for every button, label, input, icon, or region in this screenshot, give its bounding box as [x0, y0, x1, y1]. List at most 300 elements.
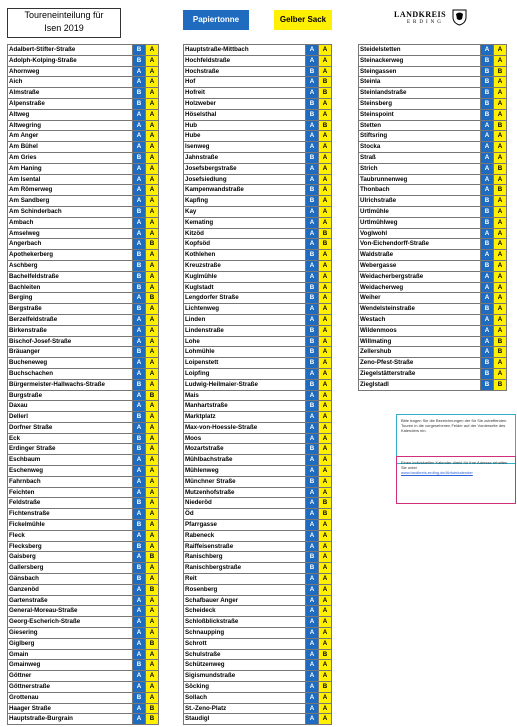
papiertonne-tour: A	[132, 67, 145, 77]
papiertonne-tour: A	[480, 283, 493, 293]
table-row	[7, 239, 159, 250]
gelber-sack-tour: A	[145, 358, 159, 368]
street-name: Flecksberg	[7, 542, 132, 552]
street-name: Daxau	[7, 401, 132, 411]
table-row	[183, 423, 332, 434]
gelber-sack-tour: A	[145, 563, 159, 573]
table-row	[7, 531, 159, 542]
gelber-sack-tour: A	[318, 131, 332, 141]
gelber-sack-tour: A	[318, 218, 332, 228]
gelber-sack-tour: A	[318, 110, 332, 120]
table-row	[183, 455, 332, 466]
table-row	[183, 347, 332, 358]
table-row	[7, 77, 159, 88]
papiertonne-tour: A	[132, 185, 145, 195]
street-name: Steinackerweg	[358, 56, 480, 66]
papiertonne-tour: B	[305, 185, 318, 195]
table-row	[183, 401, 332, 412]
papiertonne-tour: B	[480, 304, 493, 314]
gelber-sack-tour: A	[318, 488, 332, 498]
street-name: Buchschachen	[7, 369, 132, 379]
papiertonne-tour: B	[305, 196, 318, 206]
papiertonne-tour: A	[305, 434, 318, 444]
table-row	[7, 660, 159, 671]
street-name: Stetten	[358, 121, 480, 131]
table-row	[183, 714, 332, 725]
table-row	[183, 412, 332, 423]
street-name: Münchner Straße	[183, 477, 305, 487]
gelber-sack-tour: A	[145, 272, 159, 282]
gelber-sack-tour: A	[318, 531, 332, 541]
gelber-sack-label: Gelber Sack	[274, 10, 332, 30]
table-row	[358, 121, 507, 132]
papiertonne-tour: A	[305, 164, 318, 174]
table-row	[183, 88, 332, 99]
papiertonne-tour: A	[480, 347, 493, 357]
papiertonne-tour: A	[305, 207, 318, 217]
street-name: Kothlehen	[183, 250, 305, 260]
papiertonne-tour: B	[132, 563, 145, 573]
table-row	[358, 272, 507, 283]
street-name: Mühlenweg	[183, 466, 305, 476]
street-name: Steinsberg	[358, 99, 480, 109]
gelber-sack-tour: A	[145, 671, 159, 681]
gelber-sack-tour: A	[318, 714, 332, 724]
papiertonne-tour: A	[132, 682, 145, 692]
calendar-link[interactable]: www.landkreis-erding.de/Abfuhrkalender	[401, 470, 473, 475]
gelber-sack-tour: A	[318, 261, 332, 271]
logo-line-1: LANDKREIS	[394, 10, 447, 19]
papiertonne-tour: B	[132, 444, 145, 454]
street-name: Raiffeisenstraße	[183, 542, 305, 552]
table-row	[7, 477, 159, 488]
table-row	[7, 596, 159, 607]
gelber-sack-tour: A	[318, 704, 332, 714]
street-name: Scheideck	[183, 606, 305, 616]
gelber-sack-tour: A	[145, 617, 159, 627]
papiertonne-tour: A	[305, 671, 318, 681]
street-name: Gallersberg	[7, 563, 132, 573]
street-name: Schloßblickstraße	[183, 617, 305, 627]
papiertonne-tour: A	[132, 391, 145, 401]
street-name: Hof	[183, 77, 305, 87]
papiertonne-tour: A	[305, 142, 318, 152]
street-name: Isenweg	[183, 142, 305, 152]
table-row	[183, 369, 332, 380]
gelber-sack-tour: A	[145, 45, 159, 55]
gelber-sack-tour: A	[493, 99, 507, 109]
gelber-sack-tour: A	[493, 88, 507, 98]
papiertonne-tour: A	[132, 423, 145, 433]
gelber-sack-tour: A	[145, 498, 159, 508]
papiertonne-tour: B	[132, 261, 145, 271]
gelber-sack-tour: B	[145, 639, 159, 649]
gelber-sack-tour: B	[318, 509, 332, 519]
table-row	[7, 509, 159, 520]
papiertonne-tour: A	[132, 639, 145, 649]
papiertonne-tour: A	[132, 121, 145, 131]
papiertonne-tour: A	[480, 326, 493, 336]
gelber-sack-tour: A	[145, 142, 159, 152]
table-row	[183, 239, 332, 250]
papiertonne-tour: B	[480, 358, 493, 368]
papiertonne-tour: A	[305, 315, 318, 325]
table-row	[183, 196, 332, 207]
papiertonne-tour: A	[132, 704, 145, 714]
papiertonne-tour: B	[132, 304, 145, 314]
papiertonne-tour: A	[480, 185, 493, 195]
street-name: Wendelsteinstraße	[358, 304, 480, 314]
street-name: Mühlbachstraße	[183, 455, 305, 465]
street-name: Westach	[358, 315, 480, 325]
gelber-sack-tour: A	[318, 196, 332, 206]
papiertonne-tour: A	[305, 412, 318, 422]
table-row	[358, 196, 507, 207]
gelber-sack-tour: A	[493, 315, 507, 325]
street-name: Hauptstraße-Burgrain	[7, 714, 132, 724]
papiertonne-tour: B	[305, 380, 318, 390]
street-name: Weiher	[358, 293, 480, 303]
gelber-sack-tour: A	[493, 153, 507, 163]
table-row	[7, 498, 159, 509]
gelber-sack-tour: A	[145, 110, 159, 120]
gelber-sack-tour: A	[318, 358, 332, 368]
gelber-sack-tour: B	[493, 347, 507, 357]
papiertonne-tour: A	[480, 315, 493, 325]
gelber-sack-tour: A	[318, 660, 332, 670]
table-row	[183, 45, 332, 56]
gelber-sack-tour: A	[318, 423, 332, 433]
table-row	[7, 585, 159, 596]
table-row	[358, 369, 507, 380]
table-row	[358, 239, 507, 250]
table-row	[183, 606, 332, 617]
papiertonne-tour: A	[305, 88, 318, 98]
papiertonne-tour: A	[132, 455, 145, 465]
street-name: Steingassen	[358, 67, 480, 77]
street-name: Göttner	[7, 671, 132, 681]
table-row	[358, 185, 507, 196]
gelber-sack-tour: A	[145, 380, 159, 390]
gelber-sack-tour: A	[318, 628, 332, 638]
table-row	[183, 380, 332, 391]
papiertonne-tour: A	[305, 498, 318, 508]
street-column-1	[7, 44, 159, 725]
table-row	[358, 250, 507, 261]
street-name: Kuglmühle	[183, 272, 305, 282]
papiertonne-tour: B	[305, 283, 318, 293]
papiertonne-tour: A	[305, 682, 318, 692]
table-row	[7, 110, 159, 121]
street-name: Altweg	[7, 110, 132, 120]
street-name: Sigismundstraße	[183, 671, 305, 681]
papiertonne-tour: B	[132, 207, 145, 217]
papiertonne-tour: B	[132, 99, 145, 109]
gelber-sack-tour: A	[318, 45, 332, 55]
papiertonne-tour: A	[132, 596, 145, 606]
street-name: Gaisberg	[7, 552, 132, 562]
papiertonne-tour: B	[480, 369, 493, 379]
title-line-2: Isen 2019	[44, 23, 84, 33]
table-row	[7, 628, 159, 639]
gelber-sack-tour: A	[318, 369, 332, 379]
papiertonne-tour: B	[132, 272, 145, 282]
papiertonne-tour: A	[305, 304, 318, 314]
papiertonne-tour: A	[480, 272, 493, 282]
table-row	[7, 455, 159, 466]
street-name: Apothekerberg	[7, 250, 132, 260]
street-name: Kemating	[183, 218, 305, 228]
gelber-sack-tour: A	[145, 250, 159, 260]
table-row	[7, 153, 159, 164]
street-name: Josefsbergstraße	[183, 164, 305, 174]
street-name: Bachelfeldstraße	[7, 272, 132, 282]
street-name: Niederöd	[183, 498, 305, 508]
street-name: Moos	[183, 434, 305, 444]
papiertonne-tour: B	[480, 99, 493, 109]
street-name: Holzweber	[183, 99, 305, 109]
street-name: Bachleiten	[7, 283, 132, 293]
table-row	[358, 304, 507, 315]
papiertonne-tour: A	[305, 693, 318, 703]
table-row	[183, 693, 332, 704]
gelber-sack-tour: A	[318, 175, 332, 185]
table-row	[7, 56, 159, 67]
papiertonne-tour: A	[132, 196, 145, 206]
gelber-sack-tour: B	[145, 585, 159, 595]
papiertonne-tour: A	[305, 229, 318, 239]
street-name: Am Sandberg	[7, 196, 132, 206]
table-row	[183, 272, 332, 283]
gelber-sack-tour: A	[318, 639, 332, 649]
table-row	[358, 261, 507, 272]
street-name: Am Bühel	[7, 142, 132, 152]
gelber-sack-tour: A	[145, 477, 159, 487]
papiertonne-tour: A	[132, 131, 145, 141]
street-name: Schrott	[183, 639, 305, 649]
gelber-sack-tour: B	[145, 391, 159, 401]
table-row	[7, 358, 159, 369]
street-name: Urtlmühlweg	[358, 218, 480, 228]
papiertonne-tour: B	[305, 110, 318, 120]
table-row	[183, 466, 332, 477]
table-row	[183, 628, 332, 639]
gelber-sack-tour: A	[318, 520, 332, 530]
street-name: Linden	[183, 315, 305, 325]
street-name: Bürgermeister-Hallwachs-Straße	[7, 380, 132, 390]
gelber-sack-tour: A	[318, 337, 332, 347]
table-row	[183, 304, 332, 315]
gelber-sack-tour: A	[145, 131, 159, 141]
gelber-sack-tour: B	[318, 650, 332, 660]
table-row	[183, 283, 332, 294]
table-row	[358, 142, 507, 153]
title-box	[7, 8, 121, 38]
papiertonne-tour: B	[132, 347, 145, 357]
table-row	[7, 337, 159, 348]
table-row	[7, 714, 159, 725]
table-row	[358, 218, 507, 229]
gelber-sack-tour: A	[318, 563, 332, 573]
gelber-sack-tour: A	[318, 391, 332, 401]
table-row	[183, 509, 332, 520]
table-row	[7, 401, 159, 412]
table-row	[7, 466, 159, 477]
table-row	[7, 650, 159, 661]
papiertonne-tour: A	[305, 714, 318, 724]
gelber-sack-tour: A	[145, 412, 159, 422]
gelber-sack-tour: A	[318, 617, 332, 627]
gelber-sack-tour: A	[145, 153, 159, 163]
gelber-sack-tour: A	[318, 142, 332, 152]
gelber-sack-tour: A	[145, 423, 159, 433]
papiertonne-tour: B	[132, 412, 145, 422]
street-name: General-Moreau-Straße	[7, 606, 132, 616]
street-name: Aich	[7, 77, 132, 87]
papiertonne-tour: B	[305, 337, 318, 347]
street-name: Kuglstadt	[183, 283, 305, 293]
table-row	[7, 88, 159, 99]
papiertonne-tour: A	[132, 509, 145, 519]
table-row	[358, 153, 507, 164]
table-row	[7, 131, 159, 142]
street-name: Kampenwandstraße	[183, 185, 305, 195]
table-row	[358, 326, 507, 337]
gelber-sack-tour: A	[145, 283, 159, 293]
street-name: Kitzöd	[183, 229, 305, 239]
gelber-sack-tour: A	[493, 369, 507, 379]
street-name: Zeno-Pfest-Straße	[358, 358, 480, 368]
street-name: Gartenstraße	[7, 596, 132, 606]
papiertonne-tour: A	[480, 131, 493, 141]
street-name: Berzelfeldstraße	[7, 315, 132, 325]
street-name: Rabeneck	[183, 531, 305, 541]
papiertonne-tour: B	[132, 498, 145, 508]
papiertonne-tour: A	[305, 574, 318, 584]
gelber-sack-tour: A	[318, 164, 332, 174]
table-row	[183, 563, 332, 574]
papiertonne-tour: A	[132, 337, 145, 347]
gelber-sack-tour: A	[318, 606, 332, 616]
table-row	[358, 337, 507, 348]
papiertonne-tour: A	[305, 391, 318, 401]
table-row	[7, 293, 159, 304]
gelber-sack-tour: A	[493, 229, 507, 239]
papiertonne-tour: B	[305, 401, 318, 411]
papiertonne-tour: A	[132, 488, 145, 498]
table-row	[183, 434, 332, 445]
gelber-sack-tour: A	[145, 660, 159, 670]
gelber-sack-tour: A	[318, 401, 332, 411]
table-row	[7, 423, 159, 434]
table-row	[358, 45, 507, 56]
papiertonne-tour: B	[305, 99, 318, 109]
papiertonne-tour: A	[305, 218, 318, 228]
street-name: Am Isental	[7, 175, 132, 185]
table-row	[183, 671, 332, 682]
papiertonne-tour: A	[305, 466, 318, 476]
street-name: Steidelstetten	[358, 45, 480, 55]
gelber-sack-tour: A	[145, 175, 159, 185]
street-name: Am Gries	[7, 153, 132, 163]
street-name: Schafbauer Anger	[183, 596, 305, 606]
papiertonne-tour: A	[132, 585, 145, 595]
table-row	[7, 488, 159, 499]
table-row	[183, 153, 332, 164]
street-name: Steinspoint	[358, 110, 480, 120]
table-row	[7, 563, 159, 574]
gelber-sack-tour: A	[145, 531, 159, 541]
table-row	[7, 520, 159, 531]
gelber-sack-tour: B	[145, 293, 159, 303]
papiertonne-tour: A	[480, 250, 493, 260]
gelber-sack-tour: A	[145, 99, 159, 109]
gelber-sack-tour: A	[493, 56, 507, 66]
gelber-sack-tour: A	[318, 67, 332, 77]
street-name: Voglwohl	[358, 229, 480, 239]
papiertonne-tour: B	[480, 56, 493, 66]
street-name: Eck	[7, 434, 132, 444]
street-name: Am Anger	[7, 131, 132, 141]
gelber-sack-tour: B	[318, 121, 332, 131]
table-row	[183, 175, 332, 186]
street-name: Feichten	[7, 488, 132, 498]
table-row	[358, 358, 507, 369]
table-row	[7, 99, 159, 110]
papiertonne-tour: A	[305, 45, 318, 55]
papiertonne-tour: A	[305, 423, 318, 433]
street-name: Von-Eichendorff-Straße	[358, 239, 480, 249]
table-row	[7, 704, 159, 715]
street-name: Mutzenhofstraße	[183, 488, 305, 498]
table-row	[183, 596, 332, 607]
gelber-sack-tour: A	[318, 347, 332, 357]
gelber-sack-tour: A	[145, 606, 159, 616]
street-name: Waldstraße	[358, 250, 480, 260]
gelber-sack-tour: A	[318, 444, 332, 454]
street-name: St.-Zeno-Platz	[183, 704, 305, 714]
title-line-1: Toureneinteilung für	[24, 10, 104, 20]
table-row	[7, 175, 159, 186]
street-name: Ulrichstraße	[358, 196, 480, 206]
gelber-sack-tour: A	[145, 337, 159, 347]
street-name: Giglberg	[7, 639, 132, 649]
papiertonne-tour: A	[480, 153, 493, 163]
street-name: Ambach	[7, 218, 132, 228]
papiertonne-tour: B	[480, 110, 493, 120]
street-name: Stiftsring	[358, 131, 480, 141]
papiertonne-tour: A	[305, 596, 318, 606]
papiertonne-tour: B	[305, 326, 318, 336]
street-name: Ranischberg	[183, 552, 305, 562]
table-row	[183, 110, 332, 121]
table-row	[7, 304, 159, 315]
street-name: Birkenstraße	[7, 326, 132, 336]
gelber-sack-tour: B	[493, 380, 507, 390]
gelber-sack-tour: A	[145, 455, 159, 465]
street-name: Steinlandstraße	[358, 88, 480, 98]
table-row	[7, 639, 159, 650]
street-name: Lindenstraße	[183, 326, 305, 336]
street-name: Erdinger Straße	[7, 444, 132, 454]
papiertonne-tour: A	[305, 131, 318, 141]
gelber-sack-tour: A	[318, 585, 332, 595]
papiertonne-tour: B	[132, 520, 145, 530]
street-name: Amselweg	[7, 229, 132, 239]
street-name: Strich	[358, 164, 480, 174]
gelber-sack-tour: A	[145, 434, 159, 444]
papiertonne-tour: B	[305, 293, 318, 303]
